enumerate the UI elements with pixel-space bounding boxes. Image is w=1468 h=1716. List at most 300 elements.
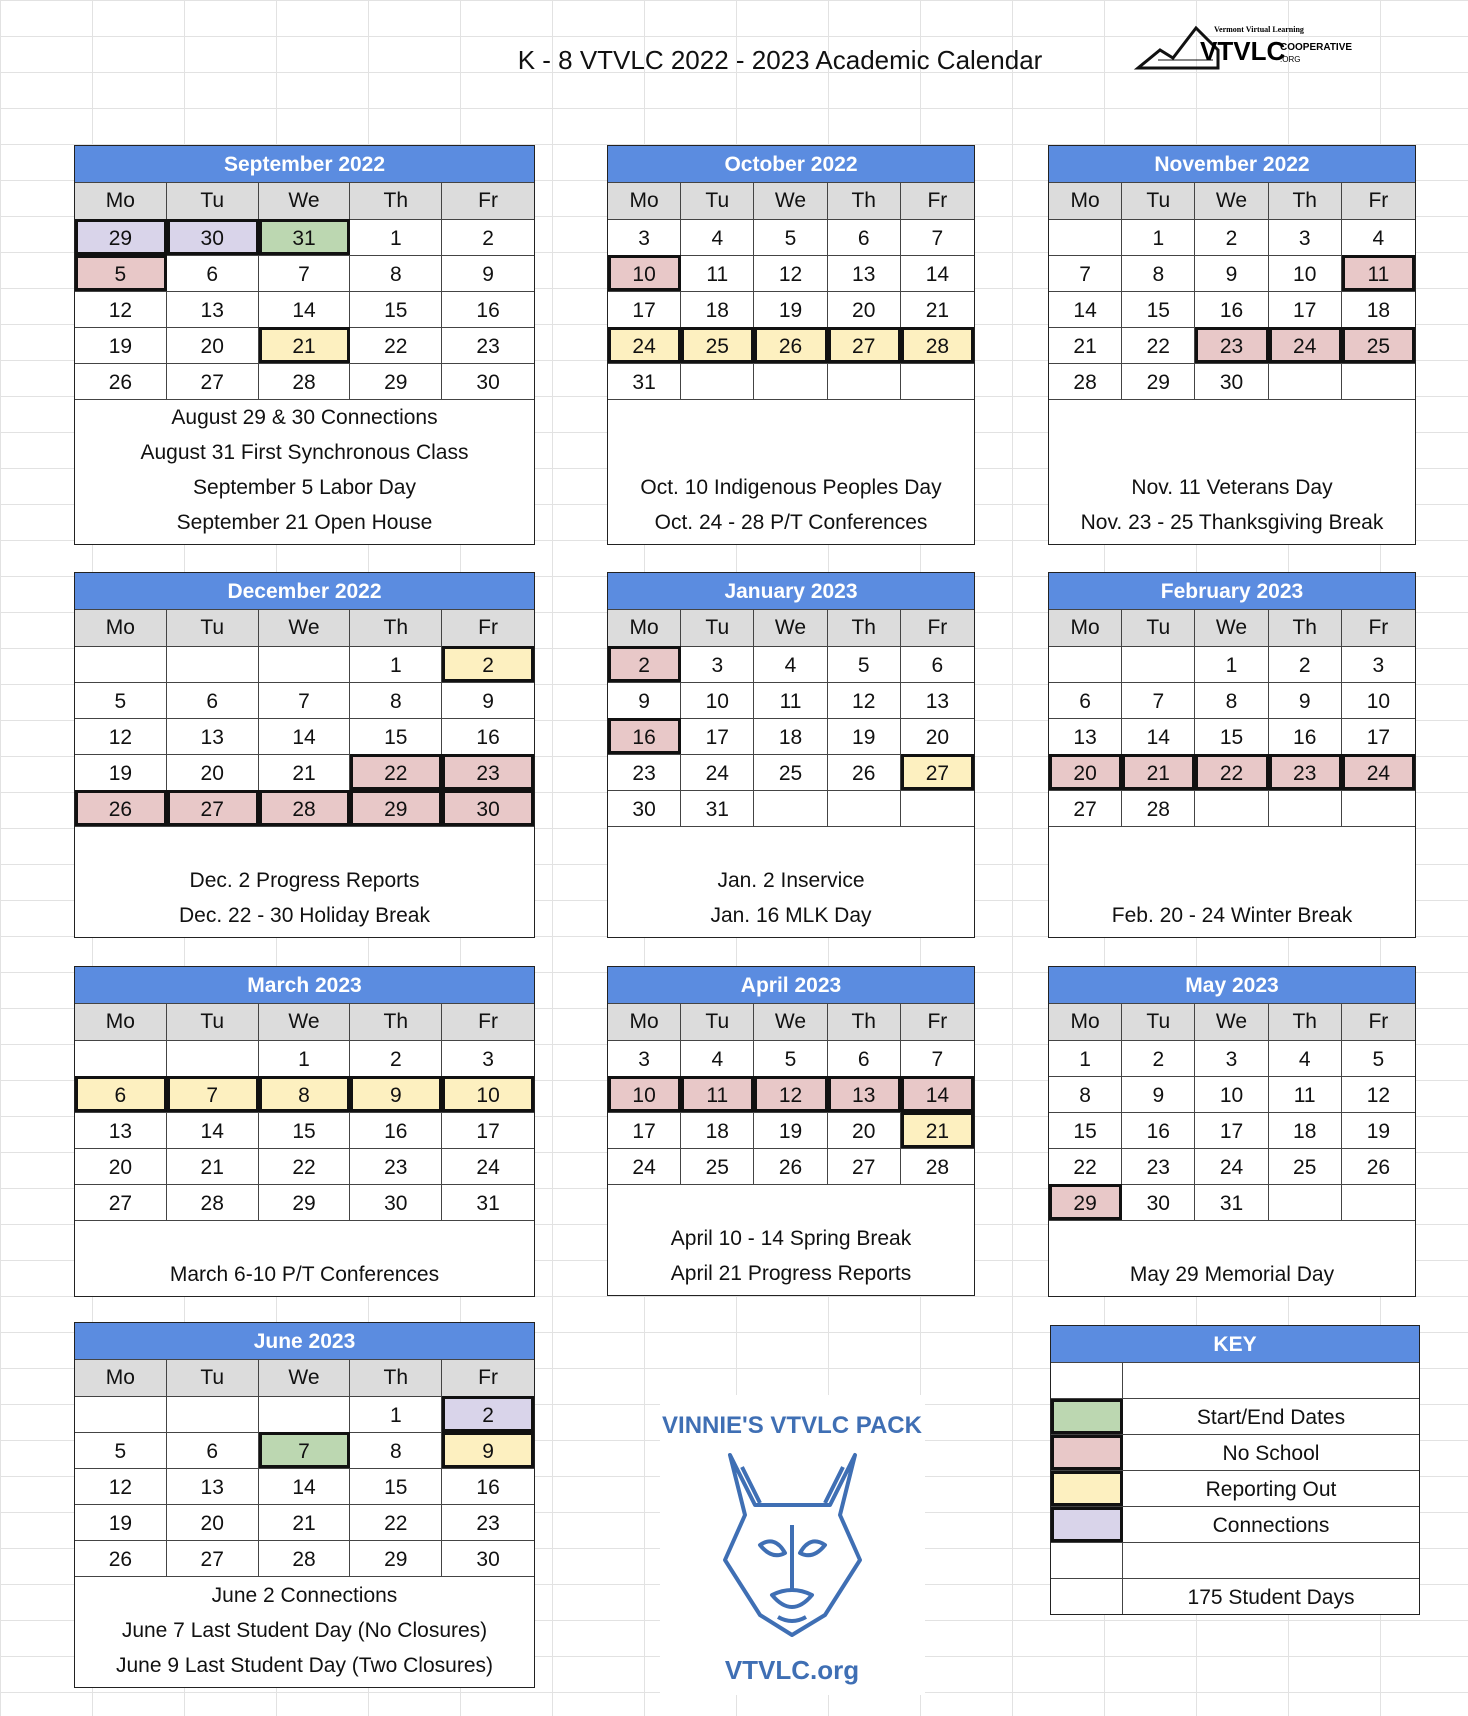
calendar-day: 9 xyxy=(1195,255,1268,291)
calendar-day: 9 xyxy=(442,1432,534,1468)
calendar-day: 9 xyxy=(1269,682,1342,718)
day-of-week-header: Th xyxy=(1269,609,1342,646)
calendar-day: 12 xyxy=(75,291,167,327)
calendar-day: 10 xyxy=(1342,682,1415,718)
calendar-day: 13 xyxy=(1049,718,1122,754)
calendar-day: 29 xyxy=(1049,1184,1122,1220)
calendar-day xyxy=(259,646,351,682)
calendar-day: 11 xyxy=(1342,255,1415,291)
calendar-day: 3 xyxy=(1195,1040,1268,1076)
calendar-day: 7 xyxy=(259,682,351,718)
calendar-day: 27 xyxy=(901,754,974,790)
calendar-day: 16 xyxy=(1269,718,1342,754)
calendar-day: 22 xyxy=(350,754,442,790)
calendar-day: 26 xyxy=(754,1148,827,1184)
calendar-day: 30 xyxy=(442,363,534,399)
calendar-day: 27 xyxy=(167,790,259,826)
calendar-day: 6 xyxy=(828,1040,901,1076)
day-of-week-header: We xyxy=(259,609,351,646)
calendar-day: 22 xyxy=(1049,1148,1122,1184)
calendar-day: 24 xyxy=(681,754,754,790)
calendar-day: 9 xyxy=(1122,1076,1195,1112)
day-of-week-header: Tu xyxy=(1122,609,1195,646)
month-note: Oct. 10 Indigenous Peoples Day xyxy=(640,476,942,499)
month-card xyxy=(74,145,535,545)
day-of-week-header: Mo xyxy=(75,182,167,219)
month-note: Nov. 11 Veterans Day xyxy=(1131,476,1333,499)
mascot-top-text: VINNIE'S VTVLC PACK xyxy=(662,1412,922,1439)
calendar-day: 17 xyxy=(608,291,681,327)
calendar-day: 29 xyxy=(350,363,442,399)
day-of-week-header: Th xyxy=(828,1003,901,1040)
key-student-days-row xyxy=(1051,1578,1419,1614)
day-of-week-header: Fr xyxy=(442,609,534,646)
calendar-day: 28 xyxy=(259,1540,351,1576)
calendar-day: 8 xyxy=(1049,1076,1122,1112)
calendar-day: 15 xyxy=(1122,291,1195,327)
calendar-day xyxy=(75,1040,167,1076)
calendar-day: 11 xyxy=(1269,1076,1342,1112)
month-grid xyxy=(1049,182,1415,399)
month-notes xyxy=(608,1184,974,1295)
calendar-day: 20 xyxy=(75,1148,167,1184)
month-note: Oct. 24 - 28 P/T Conferences xyxy=(654,511,928,534)
key-label: Reporting Out xyxy=(1205,1478,1337,1501)
calendar-day: 23 xyxy=(442,1504,534,1540)
calendar-day: 6 xyxy=(901,646,974,682)
calendar-day: 18 xyxy=(1342,291,1415,327)
calendar-day: 27 xyxy=(828,1148,901,1184)
calendar-day: 29 xyxy=(75,219,167,255)
calendar-day: 19 xyxy=(75,1504,167,1540)
calendar-day xyxy=(167,1040,259,1076)
calendar-day: 10 xyxy=(442,1076,534,1112)
calendar-day: 7 xyxy=(1049,255,1122,291)
key-item xyxy=(1051,1398,1419,1434)
calendar-day: 16 xyxy=(1195,291,1268,327)
calendar-day: 16 xyxy=(442,718,534,754)
calendar-day: 18 xyxy=(1269,1112,1342,1148)
month-card xyxy=(74,1322,535,1688)
calendar-day xyxy=(1122,646,1195,682)
calendar-day: 31 xyxy=(608,363,681,399)
calendar-day: 28 xyxy=(1122,790,1195,826)
calendar-day: 2 xyxy=(1195,219,1268,255)
calendar-day: 15 xyxy=(1049,1112,1122,1148)
calendar-day: 2 xyxy=(350,1040,442,1076)
month-notes xyxy=(75,1220,534,1296)
calendar-day xyxy=(754,790,827,826)
day-of-week-header: Th xyxy=(350,182,442,219)
calendar-day: 17 xyxy=(442,1112,534,1148)
day-of-week-header: Mo xyxy=(608,1003,681,1040)
day-of-week-header: We xyxy=(1195,609,1268,646)
calendar-day: 21 xyxy=(1122,754,1195,790)
day-of-week-header: Fr xyxy=(1342,182,1415,219)
day-of-week-header: Tu xyxy=(1122,182,1195,219)
day-of-week-header: Tu xyxy=(681,182,754,219)
calendar-day: 5 xyxy=(75,682,167,718)
calendar-day: 19 xyxy=(1342,1112,1415,1148)
calendar-day: 3 xyxy=(681,646,754,682)
calendar-day: 8 xyxy=(1122,255,1195,291)
calendar-day: 8 xyxy=(259,1076,351,1112)
calendar-day: 3 xyxy=(608,219,681,255)
day-of-week-header: Th xyxy=(350,1003,442,1040)
key-swatch xyxy=(1051,1399,1123,1434)
logo-domain: .ORG xyxy=(1280,55,1301,64)
day-of-week-header: We xyxy=(259,1003,351,1040)
calendar-day: 26 xyxy=(754,327,827,363)
calendar-day: 11 xyxy=(681,1076,754,1112)
calendar-day: 12 xyxy=(754,255,827,291)
month-card xyxy=(1048,966,1416,1297)
calendar-day xyxy=(259,1396,351,1432)
calendar-day xyxy=(1049,219,1122,255)
calendar-day: 25 xyxy=(1342,327,1415,363)
calendar-day: 20 xyxy=(828,291,901,327)
calendar-day: 14 xyxy=(259,718,351,754)
month-note: April 10 - 14 Spring Break xyxy=(670,1227,912,1250)
key-item xyxy=(1051,1470,1419,1506)
calendar-day: 10 xyxy=(608,255,681,291)
calendar-day: 25 xyxy=(1269,1148,1342,1184)
calendar-day: 3 xyxy=(1269,219,1342,255)
day-of-week-header: We xyxy=(1195,1003,1268,1040)
month-card xyxy=(74,966,535,1297)
month-grid xyxy=(608,609,974,826)
month-card xyxy=(607,572,975,938)
day-of-week-header: Th xyxy=(828,609,901,646)
calendar-day: 4 xyxy=(681,219,754,255)
month-grid xyxy=(608,182,974,399)
calendar-day xyxy=(1195,790,1268,826)
day-of-week-header: Mo xyxy=(1049,182,1122,219)
calendar-day: 23 xyxy=(1195,327,1268,363)
calendar-day: 10 xyxy=(1195,1076,1268,1112)
calendar-day: 3 xyxy=(1342,646,1415,682)
calendar-day: 10 xyxy=(608,1076,681,1112)
calendar-day: 30 xyxy=(167,219,259,255)
calendar-day: 14 xyxy=(259,1468,351,1504)
calendar-day: 23 xyxy=(442,754,534,790)
calendar-day: 13 xyxy=(167,1468,259,1504)
calendar-day: 2 xyxy=(608,646,681,682)
calendar-day: 21 xyxy=(259,1504,351,1540)
key-swatch xyxy=(1051,1471,1123,1506)
day-of-week-header: We xyxy=(259,182,351,219)
day-of-week-header: Mo xyxy=(1049,609,1122,646)
calendar-day: 13 xyxy=(828,1076,901,1112)
month-grid xyxy=(75,1003,534,1220)
calendar-day: 27 xyxy=(167,363,259,399)
key-label: Connections xyxy=(1212,1514,1330,1537)
month-card xyxy=(74,572,535,938)
month-grid xyxy=(75,182,534,399)
calendar-day: 2 xyxy=(1269,646,1342,682)
key-label: No School xyxy=(1222,1442,1320,1465)
calendar-day xyxy=(167,1396,259,1432)
calendar-day: 7 xyxy=(259,255,351,291)
calendar-day: 11 xyxy=(754,682,827,718)
calendar-day xyxy=(828,790,901,826)
calendar-day: 2 xyxy=(1122,1040,1195,1076)
calendar-day: 22 xyxy=(1195,754,1268,790)
month-note: September 5 Labor Day xyxy=(193,476,416,499)
month-note: Jan. 2 Inservice xyxy=(717,869,865,892)
month-grid xyxy=(75,1359,534,1576)
calendar-day: 15 xyxy=(350,718,442,754)
day-of-week-header: We xyxy=(259,1359,351,1396)
calendar-day: 31 xyxy=(681,790,754,826)
month-title: January 2023 xyxy=(608,573,974,609)
calendar-day: 17 xyxy=(608,1112,681,1148)
calendar-day: 5 xyxy=(754,219,827,255)
calendar-day: 21 xyxy=(259,327,351,363)
month-note: September 21 Open House xyxy=(176,511,433,534)
calendar-day: 6 xyxy=(75,1076,167,1112)
calendar-day: 14 xyxy=(901,1076,974,1112)
month-grid xyxy=(1049,609,1415,826)
calendar-day xyxy=(1269,363,1342,399)
calendar-day: 4 xyxy=(754,646,827,682)
calendar-day: 19 xyxy=(75,327,167,363)
key-title: KEY xyxy=(1051,1326,1419,1362)
month-notes xyxy=(75,826,534,937)
calendar-day xyxy=(1269,790,1342,826)
calendar-day: 24 xyxy=(442,1148,534,1184)
calendar-day xyxy=(75,646,167,682)
calendar-day: 25 xyxy=(681,327,754,363)
month-title: October 2022 xyxy=(608,146,974,182)
vtvlc-logo xyxy=(1138,20,1353,80)
month-note: Dec. 22 - 30 Holiday Break xyxy=(179,904,430,927)
month-note: Feb. 20 - 24 Winter Break xyxy=(1111,904,1353,927)
calendar-day: 20 xyxy=(901,718,974,754)
calendar-day: 12 xyxy=(1342,1076,1415,1112)
month-note: Dec. 2 Progress Reports xyxy=(189,869,420,892)
calendar-day: 9 xyxy=(442,255,534,291)
calendar-day: 30 xyxy=(1195,363,1268,399)
day-of-week-header: Mo xyxy=(75,609,167,646)
calendar-day: 17 xyxy=(1269,291,1342,327)
calendar-day: 24 xyxy=(1342,754,1415,790)
calendar-day: 12 xyxy=(75,1468,167,1504)
day-of-week-header: Tu xyxy=(167,1003,259,1040)
calendar-day: 10 xyxy=(1269,255,1342,291)
logo-acronym: VTVLC xyxy=(1200,36,1286,66)
calendar-day: 25 xyxy=(681,1148,754,1184)
day-of-week-header: We xyxy=(754,609,827,646)
day-of-week-header: Fr xyxy=(442,182,534,219)
month-title: June 2023 xyxy=(75,1323,534,1359)
calendar-day: 13 xyxy=(167,291,259,327)
calendar-day: 7 xyxy=(901,219,974,255)
calendar-day: 5 xyxy=(754,1040,827,1076)
month-grid xyxy=(608,1003,974,1184)
calendar-day: 24 xyxy=(1195,1148,1268,1184)
month-title: May 2023 xyxy=(1049,967,1415,1003)
calendar-day: 9 xyxy=(442,682,534,718)
calendar-day xyxy=(901,363,974,399)
calendar-day: 30 xyxy=(608,790,681,826)
day-of-week-header: Mo xyxy=(608,182,681,219)
calendar-day xyxy=(901,790,974,826)
calendar-day: 16 xyxy=(350,1112,442,1148)
calendar-day: 4 xyxy=(1342,219,1415,255)
calendar-day: 27 xyxy=(1049,790,1122,826)
calendar-day: 1 xyxy=(259,1040,351,1076)
calendar-day: 20 xyxy=(167,327,259,363)
month-note: March 6-10 P/T Conferences xyxy=(169,1263,440,1286)
calendar-day: 14 xyxy=(901,255,974,291)
calendar-day: 26 xyxy=(75,363,167,399)
calendar-day xyxy=(828,363,901,399)
calendar-day: 23 xyxy=(350,1148,442,1184)
calendar-day: 16 xyxy=(1122,1112,1195,1148)
calendar-day: 1 xyxy=(350,1396,442,1432)
key-label: Start/End Dates xyxy=(1196,1406,1346,1429)
calendar-day: 15 xyxy=(350,291,442,327)
month-notes xyxy=(75,399,534,544)
calendar-day: 26 xyxy=(1342,1148,1415,1184)
month-notes xyxy=(1049,826,1415,937)
calendar-day: 21 xyxy=(901,1112,974,1148)
month-notes xyxy=(1049,1220,1415,1296)
calendar-day: 6 xyxy=(167,1432,259,1468)
calendar-day: 8 xyxy=(350,1432,442,1468)
calendar-day: 22 xyxy=(350,327,442,363)
calendar-day: 17 xyxy=(1195,1112,1268,1148)
calendar-day: 20 xyxy=(167,1504,259,1540)
calendar-day: 9 xyxy=(350,1076,442,1112)
day-of-week-header: Fr xyxy=(901,1003,974,1040)
day-of-week-header: Fr xyxy=(1342,1003,1415,1040)
day-of-week-header: Fr xyxy=(901,609,974,646)
month-note: Jan. 16 MLK Day xyxy=(710,904,872,927)
calendar-day: 6 xyxy=(1049,682,1122,718)
month-card xyxy=(607,966,975,1296)
calendar-day xyxy=(1269,1184,1342,1220)
month-note: April 21 Progress Reports xyxy=(670,1262,912,1285)
calendar-day xyxy=(1342,790,1415,826)
calendar-day xyxy=(681,363,754,399)
calendar-day: 4 xyxy=(1269,1040,1342,1076)
calendar-day: 26 xyxy=(75,790,167,826)
calendar-day: 26 xyxy=(828,754,901,790)
calendar-day: 23 xyxy=(1269,754,1342,790)
month-title: April 2023 xyxy=(608,967,974,1003)
calendar-day: 15 xyxy=(350,1468,442,1504)
calendar-day: 19 xyxy=(754,291,827,327)
key-item xyxy=(1051,1434,1419,1470)
calendar-day xyxy=(754,363,827,399)
calendar-day xyxy=(1342,363,1415,399)
calendar-day: 14 xyxy=(259,291,351,327)
calendar-day: 7 xyxy=(167,1076,259,1112)
calendar-day: 13 xyxy=(75,1112,167,1148)
day-of-week-header: Fr xyxy=(901,182,974,219)
calendar-day: 24 xyxy=(1269,327,1342,363)
calendar-day: 19 xyxy=(75,754,167,790)
key-spacer xyxy=(1051,1542,1419,1578)
key-item xyxy=(1051,1506,1419,1542)
day-of-week-header: Mo xyxy=(608,609,681,646)
calendar-day: 23 xyxy=(442,327,534,363)
calendar-day xyxy=(1049,646,1122,682)
calendar-day: 20 xyxy=(828,1112,901,1148)
day-of-week-header: Fr xyxy=(1342,609,1415,646)
calendar-day: 3 xyxy=(442,1040,534,1076)
calendar-day: 22 xyxy=(350,1504,442,1540)
day-of-week-header: Th xyxy=(350,609,442,646)
day-of-week-header: We xyxy=(754,182,827,219)
calendar-day: 28 xyxy=(901,1148,974,1184)
calendar-day xyxy=(1342,1184,1415,1220)
calendar-day: 28 xyxy=(259,363,351,399)
calendar-day: 15 xyxy=(1195,718,1268,754)
calendar-day: 31 xyxy=(1195,1184,1268,1220)
calendar-day: 8 xyxy=(350,255,442,291)
day-of-week-header: Th xyxy=(1269,1003,1342,1040)
calendar-day: 29 xyxy=(259,1184,351,1220)
calendar-day: 28 xyxy=(259,790,351,826)
calendar-day: 23 xyxy=(1122,1148,1195,1184)
month-card xyxy=(607,145,975,545)
day-of-week-header: Mo xyxy=(75,1359,167,1396)
calendar-day: 9 xyxy=(608,682,681,718)
month-note: May 29 Memorial Day xyxy=(1129,1263,1335,1286)
logo-line2: COOPERATIVE xyxy=(1280,42,1353,53)
calendar-day: 2 xyxy=(442,1396,534,1432)
logo-line1: Vermont Virtual Learning xyxy=(1214,25,1304,34)
calendar-day: 12 xyxy=(828,682,901,718)
calendar-day: 7 xyxy=(901,1040,974,1076)
calendar-day: 7 xyxy=(259,1432,351,1468)
month-title: December 2022 xyxy=(75,573,534,609)
calendar-day: 26 xyxy=(75,1540,167,1576)
calendar-day: 21 xyxy=(167,1148,259,1184)
calendar-day: 22 xyxy=(259,1148,351,1184)
key-swatch xyxy=(1051,1435,1123,1470)
calendar-day: 5 xyxy=(75,1432,167,1468)
day-of-week-header: Fr xyxy=(442,1359,534,1396)
month-title: November 2022 xyxy=(1049,146,1415,182)
calendar-day: 5 xyxy=(1342,1040,1415,1076)
calendar-day: 20 xyxy=(1049,754,1122,790)
calendar-day: 2 xyxy=(442,646,534,682)
calendar-day: 29 xyxy=(1122,363,1195,399)
calendar-day: 14 xyxy=(1049,291,1122,327)
calendar-day: 19 xyxy=(754,1112,827,1148)
student-days: 175 Student Days xyxy=(1187,1586,1355,1609)
calendar-day: 29 xyxy=(350,790,442,826)
calendar-day: 8 xyxy=(1195,682,1268,718)
calendar-day: 31 xyxy=(259,219,351,255)
calendar-day: 10 xyxy=(681,682,754,718)
calendar-day: 28 xyxy=(1049,363,1122,399)
month-grid xyxy=(1049,1003,1415,1220)
month-notes xyxy=(75,1576,534,1687)
calendar-day: 3 xyxy=(608,1040,681,1076)
calendar-day: 24 xyxy=(608,1148,681,1184)
calendar-day: 11 xyxy=(681,255,754,291)
calendar-day: 20 xyxy=(167,754,259,790)
calendar-day: 16 xyxy=(442,1468,534,1504)
calendar-day: 13 xyxy=(901,682,974,718)
month-card xyxy=(1048,572,1416,938)
page-title: K - 8 VTVLC 2022 - 2023 Academic Calendar xyxy=(517,45,1043,75)
